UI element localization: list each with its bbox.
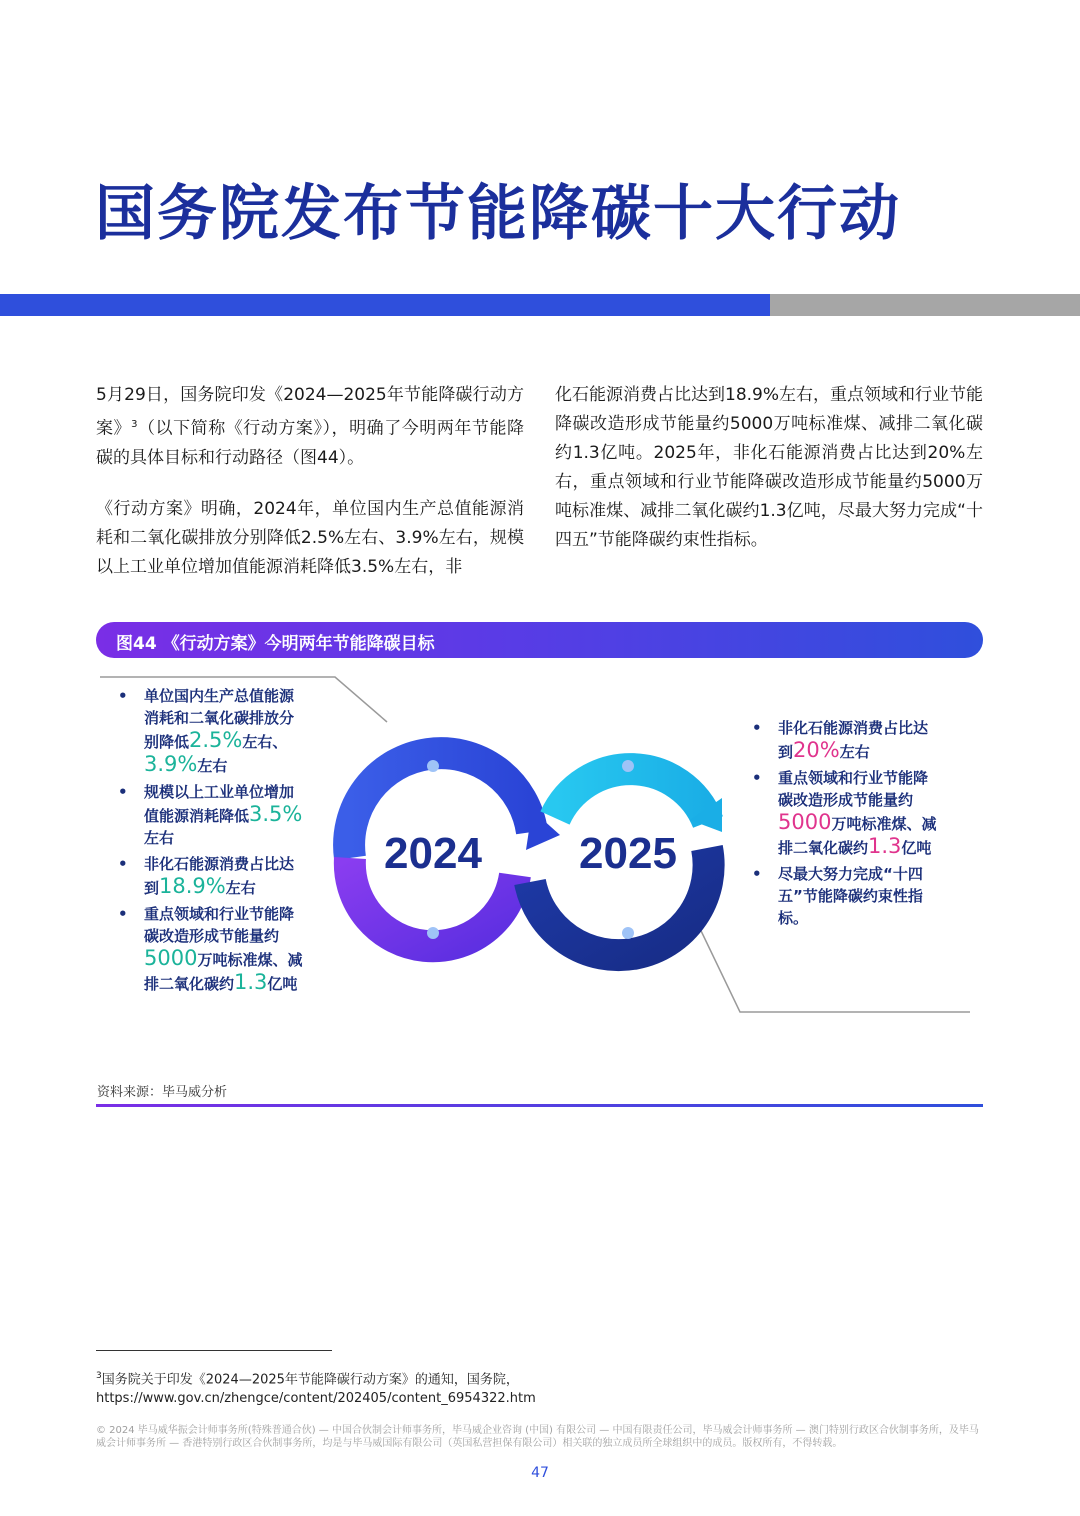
footnote-link[interactable]: https://www.gov.cn/zhengce/content/202405/content_6954322.htm [96,1391,536,1407]
page-title: 国务院发布节能降碳十大行动 [95,179,901,249]
list-item: • 重点领域和行业节能降碳改造形成节能量约5000万吨标准煤、减排二氧化碳约1.3亿吨 [118,903,308,995]
year-2024-label: 2024 [384,829,482,878]
footnote-ref[interactable]: 3 [131,419,138,430]
body-column-right [555,381,983,577]
header-bar-blue [0,294,770,316]
dot-2024-bottom [427,927,439,939]
year-2025-label: 2025 [579,829,677,878]
paragraph-1: 5月29日，国务院印发《2024—2025年节能降碳行动方案》$^3$（以下简称《行动方案》），明确了今明两年节能降碳的具体目标和行动路径（图44）。 [96,385,525,468]
paragraph-2: 《行动方案》明确，2024年，单位国内生产总值能源消耗和二氧化碳排放分别降低2.5%左右、3.9%左右，规模以上工业单位增加值能源消耗降低3.5%左右，非 [96,498,524,577]
page-number: 47 [531,1465,549,1481]
copyright-notice: © 2024 毕马威华振会计师事务所(特殊普通合伙) — 中国合伙制会计师事务所，毕马威企业咨询 (中国) 有限公司 — 中国有限责任公司，毕马威会计师事务所 — 澳门特别行政区合伙制事务所，及毕马威会计师事务所 — 香港特别行政区合伙制事务所，均是与毕马威国际有限公司（英国私营担保有限公司）相关联的独立成员所全球组织中的成员。版权所有，不得转载。 [96,1425,979,1449]
loop-2025-top [555,769,708,822]
footnote: $^3$国务院关于印发《2024—2025年节能降碳行动方案》的通知，国务院， https://www.gov.cn/zhengce/content/202405/content_6954322.htm [96,1371,536,1407]
figure-title-bar [96,622,983,658]
footnote-divider [96,1350,332,1351]
paragraph-3: 化石能源消费占比达到18.9%左右，重点领域和行业节能降碳改造形成节能量约5000万吨标准煤、减排二氧化碳约1.3亿吨。2025年，非化石能源消费占比达到20%左右，重点领域和行业节能降碳改造形成节能量约5000万吨标准煤、减排二氧化碳约1.3亿吨，尽最大努力完成“十四五”节能降碳约束性指标。 [555,385,984,550]
list-item: • 非化石能源消费占比达到18.9%左右 [118,853,308,899]
list-item: • 非化石能源消费占比达到20%左右 [752,717,937,763]
list-item: • 规模以上工业单位增加值能源消耗降低3.5%左右 [118,781,308,849]
source-divider [96,1104,983,1107]
dot-2024-top [427,760,439,772]
header-bar-gray [770,294,1080,316]
dot-2025-top [622,760,634,772]
targets-2025-list [752,717,937,933]
figure-title: 图44 《行动方案》今明两年节能降碳目标 [116,634,435,654]
list-item: • 尽最大努力完成“十四五”节能降碳约束性指标。 [752,863,937,929]
dot-2025-bottom [622,927,634,939]
body-column-left [96,381,524,604]
list-item: • 重点领域和行业节能降碳改造形成节能量约5000万吨标准煤、减排二氧化碳约1.3亿吨 [752,767,937,859]
targets-2024-list [118,685,308,999]
list-item: • 单位国内生产总值能源消耗和二氧化碳排放分别降低2.5%左右、3.9%左右 [118,685,308,777]
figure-source: 资料来源：毕马威分析 [97,1085,228,1100]
